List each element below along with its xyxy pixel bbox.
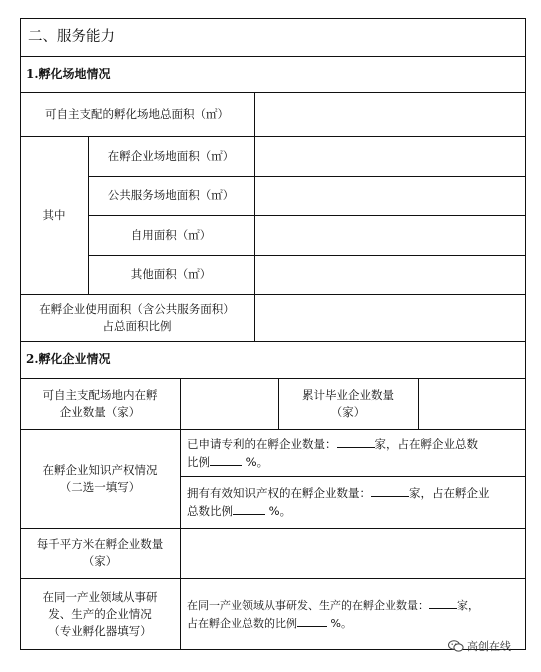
patent-count-blank[interactable] <box>337 435 375 448</box>
total-area-label: 可自主支配的孵化场地总面积（㎡） <box>45 106 229 121</box>
graduated-count-label <box>278 378 418 429</box>
watermark-text: 高创在线 <box>467 640 511 653</box>
enterprise-count-value[interactable] <box>180 378 278 429</box>
valid-ip-ratio-blank[interactable] <box>233 502 265 515</box>
patent-ratio-blank[interactable] <box>210 453 242 466</box>
density-value[interactable] <box>180 528 526 578</box>
graduated-count-value[interactable] <box>418 378 526 429</box>
ip-option-valid-ip[interactable] <box>180 476 526 528</box>
sub-item-other-area-value[interactable] <box>254 255 526 294</box>
valid-ip-count-blank[interactable] <box>371 484 409 497</box>
enterprise-count-label-line2: 企业数量（家） <box>59 404 141 419</box>
ip-option-valid-ip-text-a: 拥有有效知识产权的在孵企业数量： <box>187 486 371 500</box>
sub-item-self-use-area: 自用面积（㎡） <box>130 227 212 242</box>
section-title: 二、服务能力 <box>28 28 115 45</box>
sub-item-self-use-area-value[interactable] <box>254 215 526 255</box>
sub-item-other-area: 其他面积（㎡） <box>130 267 212 281</box>
total-area-value[interactable] <box>254 92 526 136</box>
ratio-label <box>20 294 254 341</box>
wechat-icon <box>448 640 464 652</box>
ip-status-label-line2: （二选一填写） <box>59 479 141 494</box>
density-label-line2: （家） <box>82 554 118 568</box>
ip-option-patent-text-c: 比例 <box>187 454 210 469</box>
same-industry-text-c: 占在孵企业总数的比例 <box>187 617 297 630</box>
same-industry-ratio-blank[interactable] <box>297 614 327 627</box>
graduated-count-label-line2: （家） <box>330 404 366 419</box>
ratio-label-line1: 在孵企业使用面积（含公共服务面积） <box>39 301 235 316</box>
sub-item-incubated-area-value[interactable] <box>254 136 526 176</box>
same-industry-label <box>20 578 180 650</box>
watermark <box>448 638 511 654</box>
same-industry-text-b: 家， <box>457 599 479 612</box>
ratio-label-line2: 占总面积比例 <box>102 318 172 333</box>
sub-item-public-service-area-value[interactable] <box>254 176 526 215</box>
same-industry-text-d: %。 <box>330 617 352 630</box>
enterprise-count-label-line1: 可自主支配场地内在孵 <box>42 387 158 402</box>
ip-option-valid-ip-text-b: 家，占在孵企业 <box>409 486 490 500</box>
same-industry-text-a: 在同一产业领域从事研发、生产的在孵企业数量： <box>187 599 429 612</box>
service-capability-form <box>20 18 526 650</box>
ip-status-label <box>20 429 180 528</box>
density-label <box>20 528 180 578</box>
part2-heading: 2.孵化企业情况 <box>26 352 111 366</box>
same-industry-label-line1: 在同一产业领域从事研 <box>42 589 158 604</box>
sub-item-public-service-area: 公共服务场地面积（㎡） <box>107 188 235 202</box>
ratio-value[interactable] <box>254 294 526 341</box>
ip-status-label-line1: 在孵企业知识产权情况 <box>42 462 158 477</box>
ip-option-valid-ip-text-d: %。 <box>268 504 292 518</box>
ip-option-patent-text-d: %。 <box>245 454 269 469</box>
sub-item-incubated-area: 在孵企业场地面积（㎡） <box>107 148 235 163</box>
part1-heading: 1.孵化场地情况 <box>26 66 111 81</box>
same-industry-label-line3: （专业孵化器填写） <box>48 623 152 638</box>
density-label-line1: 每千平方米在孵企业数量 <box>36 537 164 551</box>
same-industry-count-blank[interactable] <box>429 596 457 609</box>
enterprise-count-label <box>20 378 180 429</box>
graduated-count-label-line1: 累计毕业企业数量 <box>302 387 394 402</box>
ip-option-valid-ip-text-c: 总数比例 <box>187 504 233 518</box>
ip-option-patent[interactable] <box>180 429 526 476</box>
ip-option-patent-text-b: 家，占在孵企业总数 <box>374 436 478 451</box>
among-label: 其中 <box>42 207 66 222</box>
same-industry-label-line2: 发、生产的企业情况 <box>48 606 152 621</box>
ip-option-patent-text-a: 已申请专利的在孵企业数量： <box>187 436 337 451</box>
